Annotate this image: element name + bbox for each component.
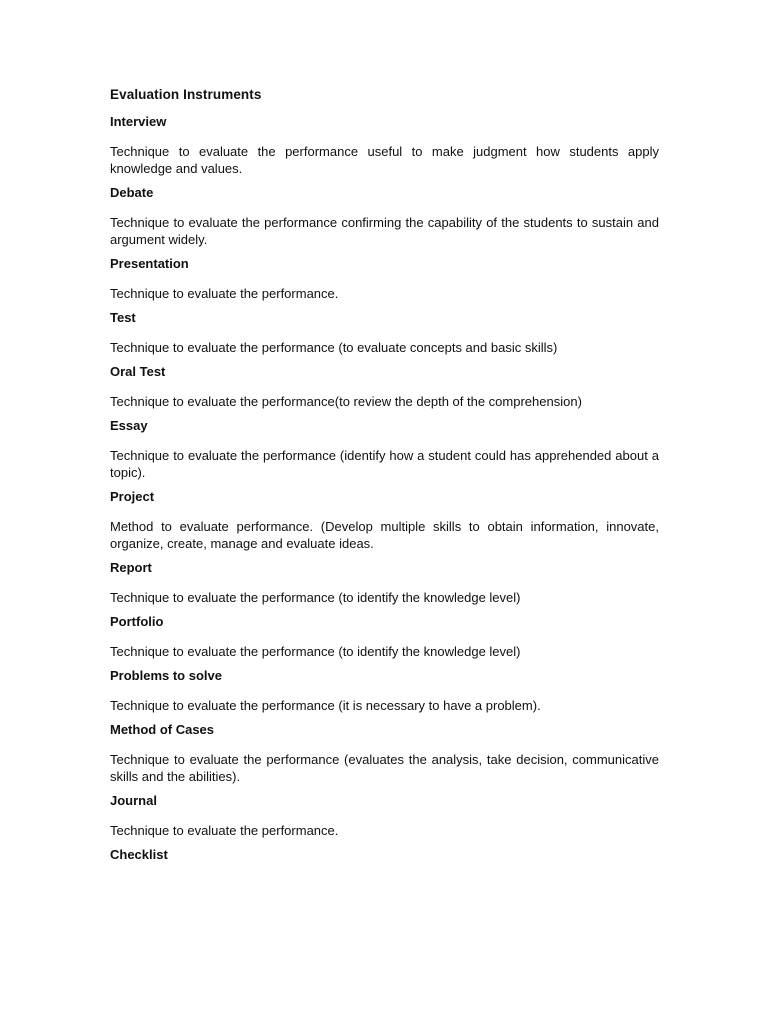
section-body: Technique to evaluate the performance.: [110, 823, 339, 838]
section: [110, 668, 659, 714]
section-heading: Oral Test: [110, 364, 166, 379]
section: [110, 489, 659, 552]
section: [110, 847, 659, 863]
section: [110, 793, 659, 839]
section-heading: Essay: [110, 418, 148, 433]
section: [110, 310, 659, 356]
section-body: Technique to evaluate the performance (to identify the knowledge level): [110, 644, 521, 659]
document-page: [110, 84, 659, 863]
section-body: Technique to evaluate the performance (evaluates the analysis, take decision, communicative skills and the abilities).: [110, 752, 659, 784]
section-body: Technique to evaluate the performance (to identify the knowledge level): [110, 590, 521, 605]
document-title: Evaluation Instruments: [110, 87, 262, 102]
section: [110, 418, 659, 481]
sections-list: [110, 114, 659, 863]
section: [110, 364, 659, 410]
section-heading: Report: [110, 560, 152, 575]
section: [110, 614, 659, 660]
section: [110, 185, 659, 248]
section-heading: Test: [110, 310, 136, 325]
section-body: Technique to evaluate the performance (to evaluate concepts and basic skills): [110, 340, 558, 355]
section-heading: Journal: [110, 793, 157, 808]
section-heading: Project: [110, 489, 155, 504]
section-heading: Portfolio: [110, 614, 164, 629]
section-heading: Interview: [110, 114, 167, 129]
section-body: Technique to evaluate the performance (identify how a student could has apprehended about a topic).: [110, 448, 659, 480]
section-body: Technique to evaluate the performance.: [110, 286, 339, 301]
section-heading: Debate: [110, 185, 154, 200]
section: [110, 560, 659, 606]
section: [110, 256, 659, 302]
section: [110, 114, 659, 177]
section-heading: Problems to solve: [110, 668, 222, 683]
section-heading: Presentation: [110, 256, 189, 271]
section-body: Method to evaluate performance. (Develop multiple skills to obtain information, innovate, organize, create, manage and evaluate ideas.: [110, 519, 659, 551]
section-body: Technique to evaluate the performance useful to make judgment how students apply knowledge and values.: [110, 144, 659, 176]
section-body: Technique to evaluate the performance(to review the depth of the comprehension): [110, 394, 582, 409]
section-body: Technique to evaluate the performance (it is necessary to have a problem).: [110, 698, 541, 713]
section: [110, 722, 659, 785]
section-heading: Method of Cases: [110, 722, 215, 737]
section-heading: Checklist: [110, 847, 168, 862]
section-body: Technique to evaluate the performance confirming the capability of the students to sustain and argument widely.: [110, 215, 659, 247]
